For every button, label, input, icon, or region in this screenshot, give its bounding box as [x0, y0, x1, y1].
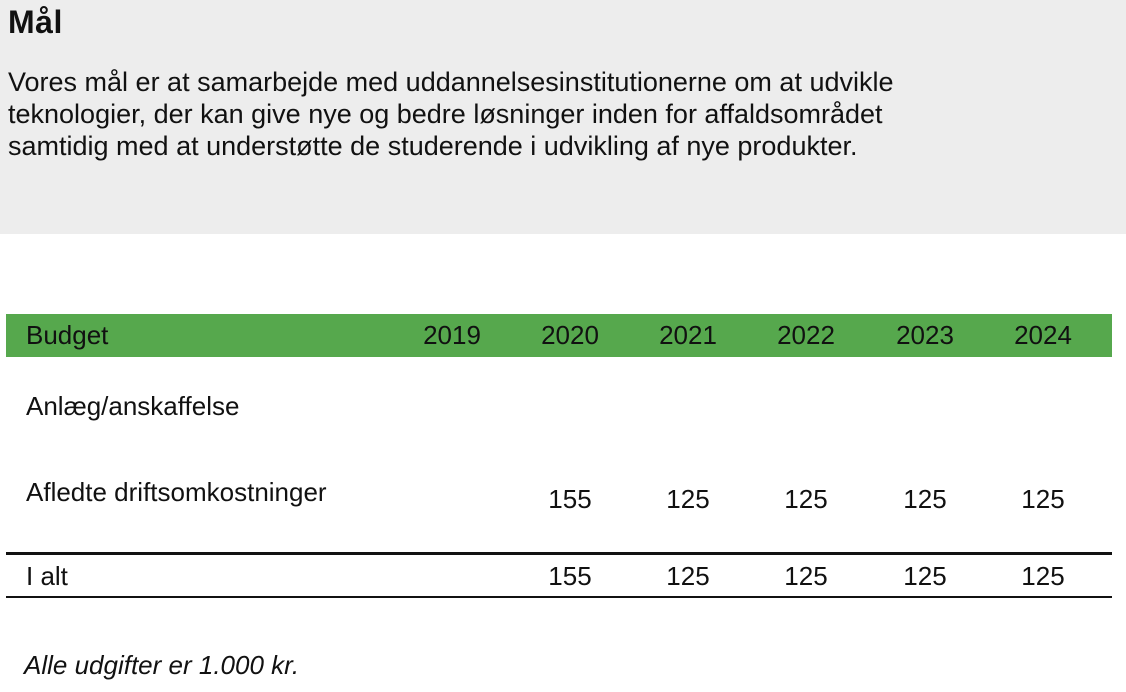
table-cell: 125: [1021, 484, 1065, 514]
year-header: 2019: [423, 320, 481, 350]
table-cell: 125: [903, 484, 947, 514]
row-label-afledte: Afledte driftsomkostninger: [26, 477, 327, 507]
total-cell: 125: [1021, 561, 1065, 591]
total-cell: 125: [903, 561, 947, 591]
year-header: 2024: [1014, 320, 1072, 350]
year-header: 2023: [896, 320, 954, 350]
row-label-anlaeg: Anlæg/anskaffelse: [26, 391, 240, 421]
goal-heading: Mål: [8, 4, 63, 40]
total-label: I alt: [26, 561, 68, 591]
budget-header-label: Budget: [26, 320, 109, 350]
total-cell: 125: [666, 561, 710, 591]
year-header: 2021: [659, 320, 717, 350]
goal-text-line: Vores mål er at samarbejde med uddannelsesinstitutionerne om at udvikle: [8, 67, 894, 97]
goal-text: [8, 66, 1108, 162]
table-cell: 155: [548, 484, 592, 514]
goal-text-line: teknologier, der kan give nye og bedre løsninger inden for affaldsområdet: [8, 99, 883, 129]
footnote: Alle udgifter er 1.000 kr.: [24, 650, 300, 680]
year-header: 2020: [541, 320, 599, 350]
total-bottom-rule: [6, 596, 1112, 598]
year-header: 2022: [777, 320, 835, 350]
total-cell: 155: [548, 561, 592, 591]
table-cell: 125: [666, 484, 710, 514]
total-top-rule: [6, 552, 1112, 555]
goal-text-line: samtidig med at understøtte de studerende i udvikling af nye produkter.: [8, 131, 858, 161]
total-cell: 125: [784, 561, 828, 591]
table-cell: 125: [784, 484, 828, 514]
goal-section: [0, 0, 1126, 234]
